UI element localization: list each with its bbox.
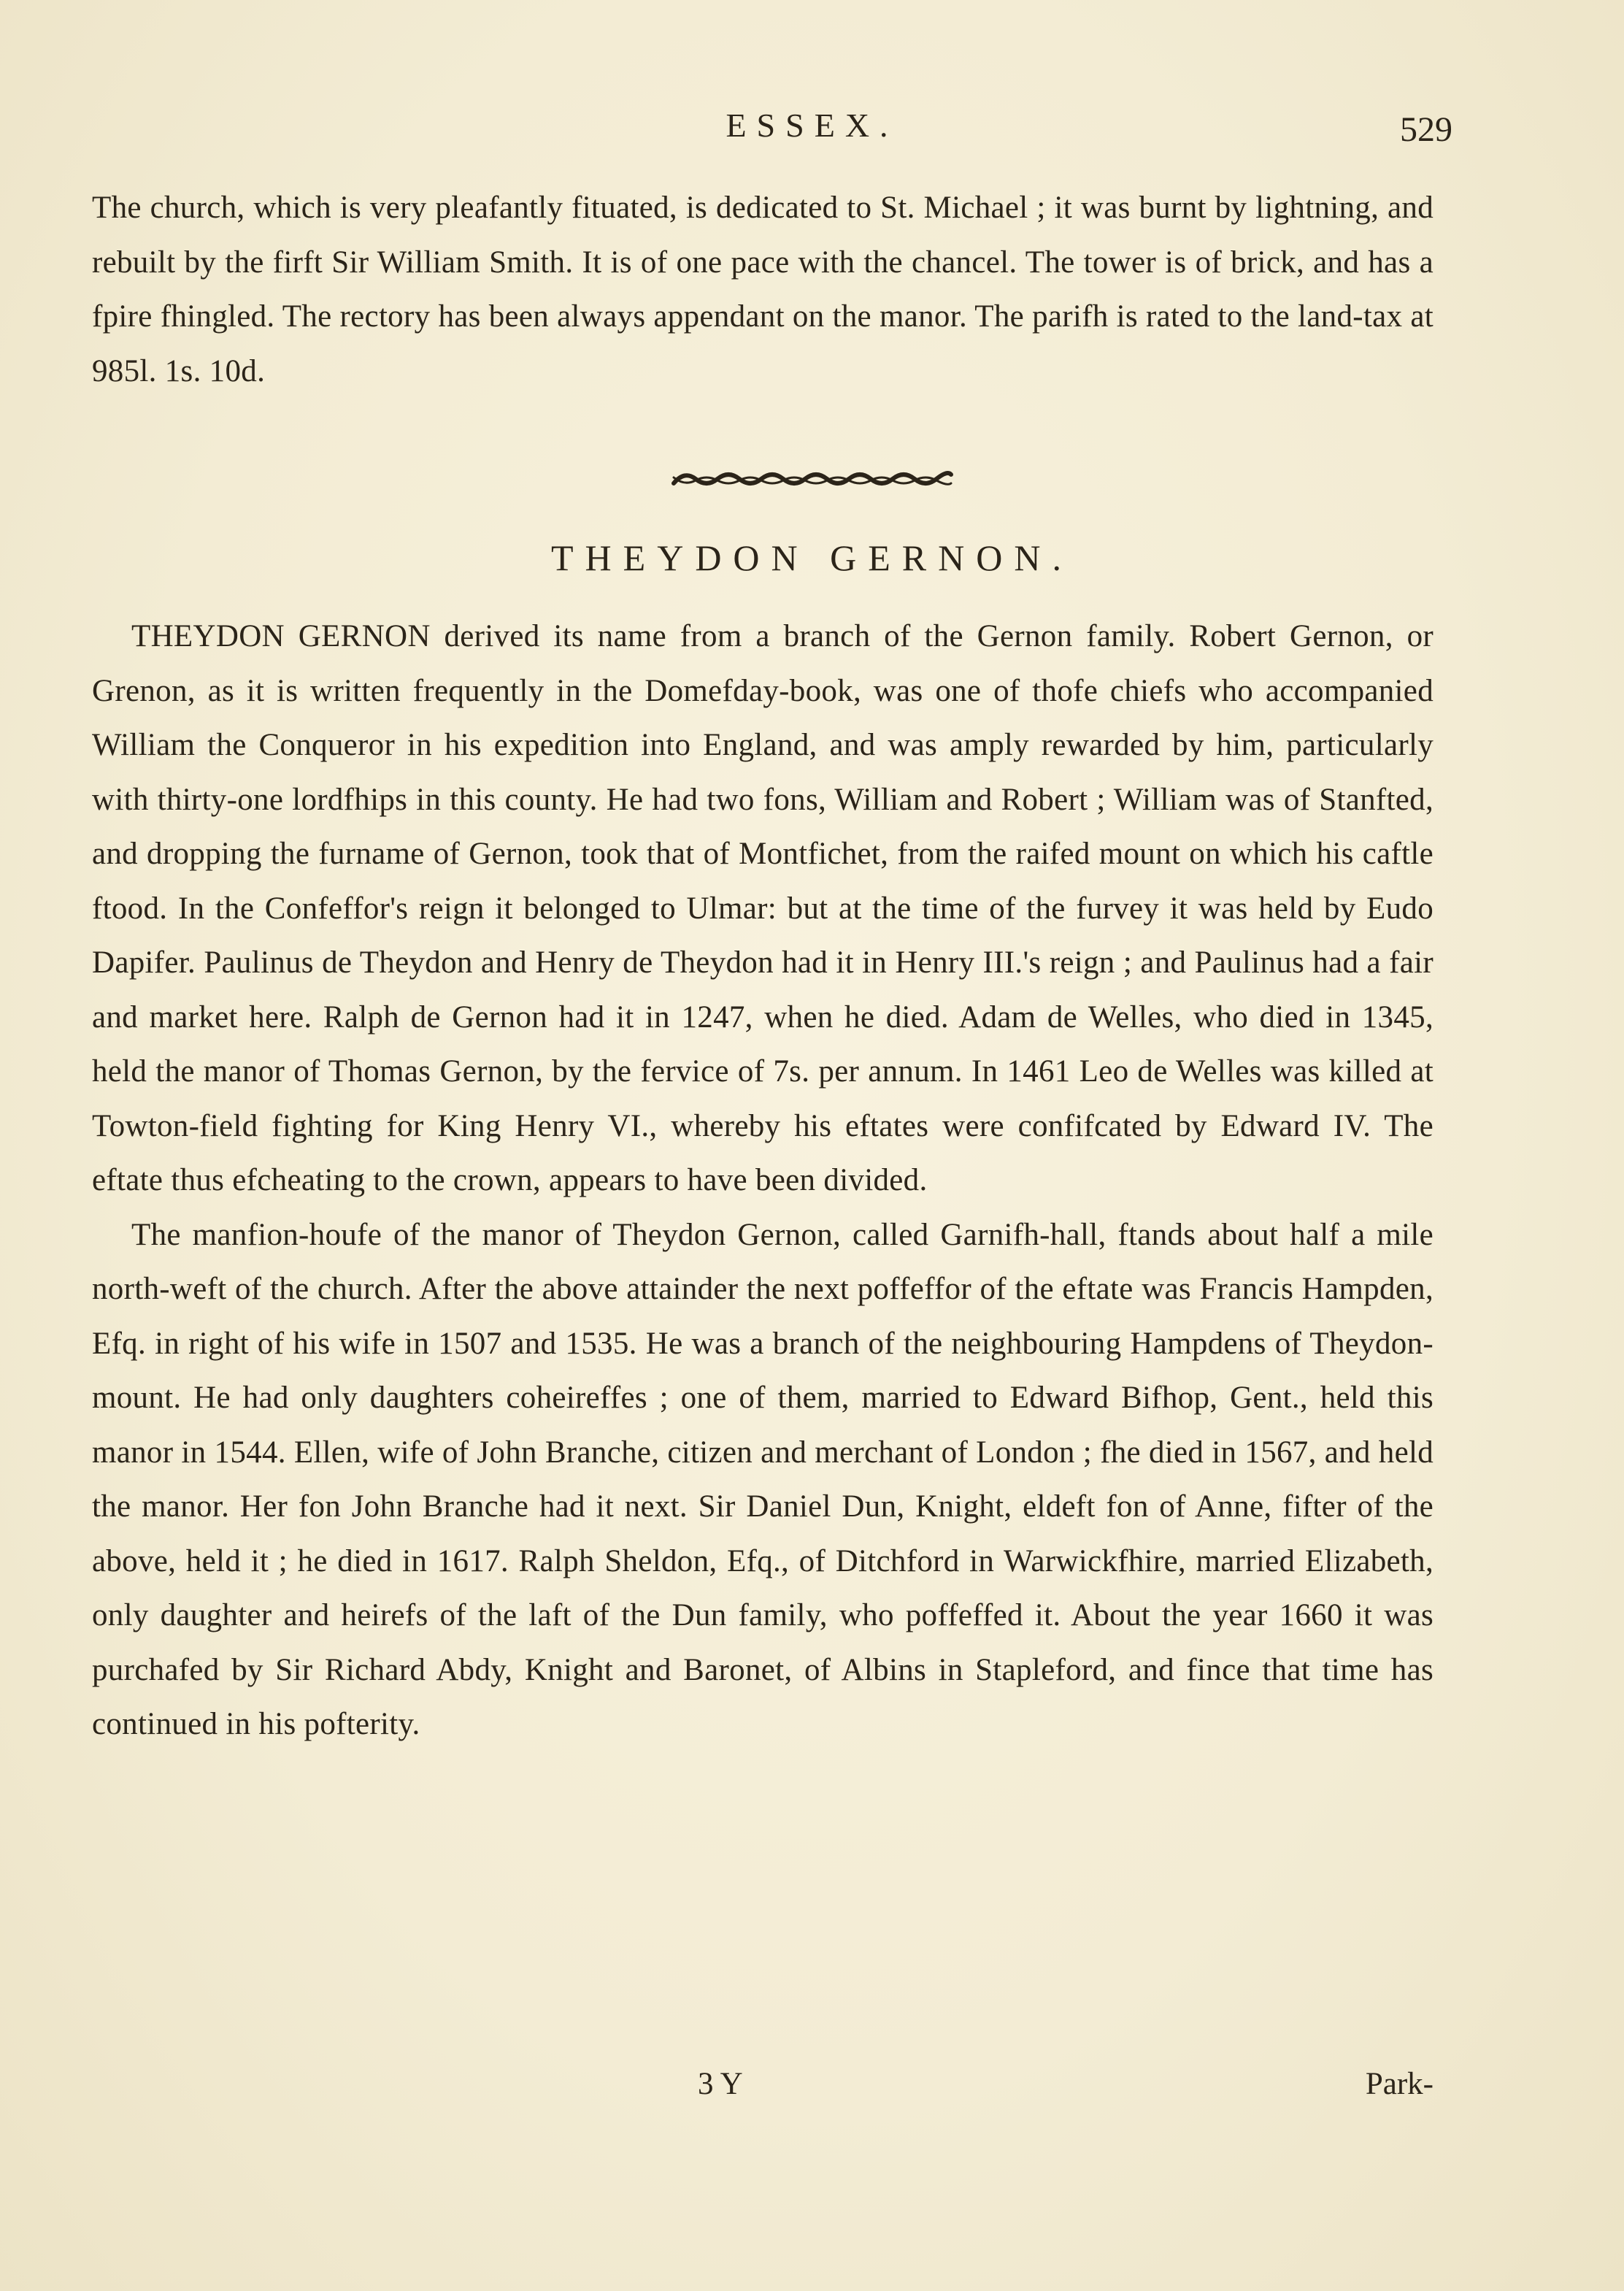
catchword: Park- <box>1365 2067 1433 2101</box>
footer-line <box>92 2059 1433 2117</box>
page-number: 529 <box>1400 110 1452 149</box>
top-paragraph-block <box>92 181 1433 399</box>
section-body <box>92 610 1433 1752</box>
running-head: ESSEX. <box>726 107 898 144</box>
ornament-icon <box>670 467 955 489</box>
section-heading: THEYDON GERNON. <box>551 537 1073 578</box>
paragraph-church: The church, which is very pleafantly fituated, is dedicated to St. Michael ; it was burnt by lightning, and rebuilt by the firft Sir William Smith. It is of one pace with the chancel. The tower is of brick, and has a fpire fhingled. The rectory has been always appendant on the manor. The parifh is rated to the land-tax at 985l. 1s. 10d. <box>92 191 1433 388</box>
wave-rule-ornament <box>0 467 1624 489</box>
paragraph-mansion: The manfion-houfe of the manor of Theydon Gernon, called Garnifh-hall, ftands about half a mile north-weft of the church. After the above attainder the next poffeffor of the eftate was Francis Hampden, Efq. in right of his wife in 1507 and 1535. He was a branch of the neighbouring Hampdens of Theydon-mount. He had only daughters coheireffes ; one of them, married to Edward Bifhop, Gent., held this manor in 1544. Ellen, wife of John Branche, citizen and merchant of London ; fhe died in 1567, and held the manor. Her fon John Branche had it next. Sir Daniel Dun, Knight, eldeft fon of Anne, fifter of the above, held it ; he died in 1617. Ralph Sheldon, Efq., of Ditchford in Warwickfhire, married Elizabeth, only daughter and heirefs of the laft of the Dun family, who poffeffed it. About the year 1660 it was purchafed by Sir Richard Abdy, Knight and Baronet, of Albins in Stapleford, and fince that time has continued in his pofterity. <box>92 1217 1433 1741</box>
paragraph-origin: THEYDON GERNON derived its name from a branch of the Gernon family. Robert Gernon, or Grenon, as it is written frequently in the Domefday-book, was one of thofe chiefs who accompanied William the Conqueror in his expedition into England, and was amply rewarded by him, particularly with thirty-one lordfhips in this county. He had two fons, William and Robert ; William was of Stanfted, and dropping the furname of Gernon, took that of Montfichet, from the raifed mount on which his caftle ftood. In the Confeffor's reign it belonged to Ulmar: but at the time of the furvey it was held by Eudo Dapifer. Paulinus de Theydon and Henry de Theydon had it in Henry III.'s reign ; and Paulinus had a fair and market here. Ralph de Gernon had it in 1247, when he died. Adam de Welles, who died in 1345, held the manor of Thomas Gernon, by the fervice of 7s. per annum. In 1461 Leo de Welles was killed at Towton-field fighting for King Henry VI., whereby his eftates were confifcated by Edward IV. The eftate thus efcheating to the crown, appears to have been divided. <box>92 619 1433 1197</box>
signature-mark: 3 Y <box>698 2067 743 2101</box>
